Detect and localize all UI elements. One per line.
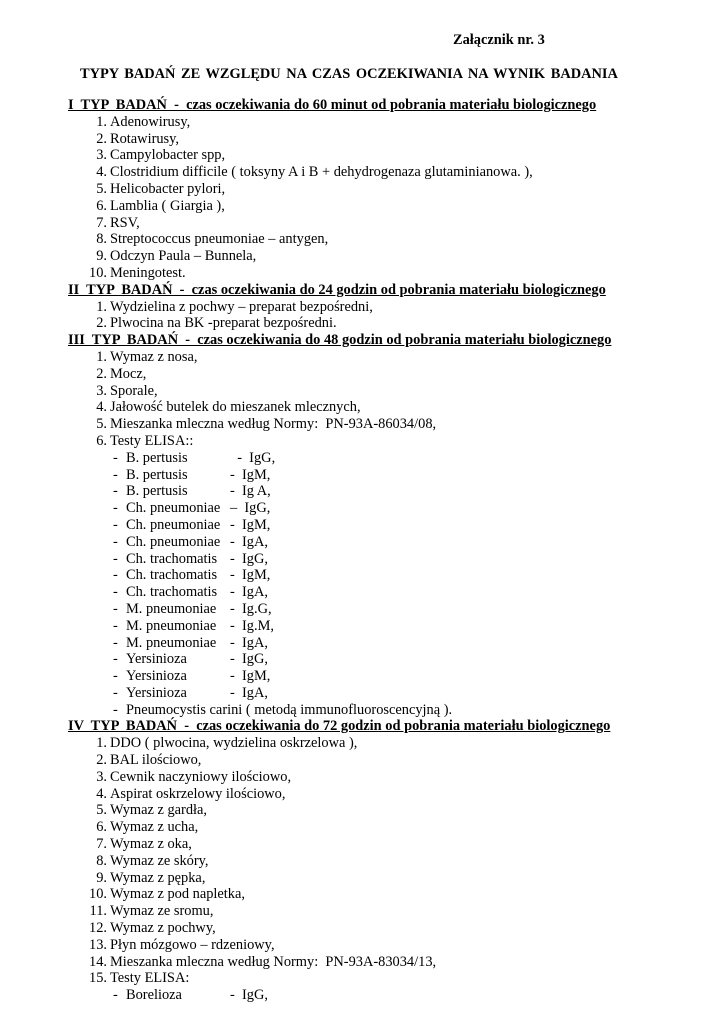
list-item: 3. Cewnik naczyniowy ilościowo, (96, 768, 292, 785)
page-title: TYPY BADAŃ ZE WZGLĘDU NA CZAS OCZEKIWANIA NA WYNIK BADANIA (80, 66, 618, 82)
list-item: 2. BAL ilościowo, (96, 752, 202, 769)
list-item: 14. Mieszanka mleczna według Normy: PN-93A-83034/13, (89, 953, 437, 970)
elisa-test-row: - M. pneumoniae - Ig.M, (113, 617, 274, 634)
elisa-test-row: - Ch. pneumoniae - IgA, (113, 533, 268, 550)
elisa-test-row: - B. pertusis - IgM, (113, 466, 271, 483)
list-item: 11. Wymaz ze sromu, (89, 903, 214, 920)
annex-label: Załącznik nr. 3 (453, 32, 545, 48)
list-item: 3. Campylobacter spp, (96, 147, 226, 164)
list-item: 6. Wymaz z ucha, (96, 819, 199, 836)
list-item: 4. Jałowość butelek do mieszanek mlecznych, (96, 399, 361, 416)
list-item: 7. RSV, (96, 214, 140, 231)
list-item: 9. Odczyn Paula – Bunnela, (96, 248, 257, 265)
list-item: 5. Mieszanka mleczna według Normy: PN-93A-86034/08, (96, 416, 437, 433)
list-item: 1. DDO ( plwocina, wydzielina oskrzelowa ), (96, 735, 358, 752)
list-item: 12. Wymaz z pochwy, (89, 920, 216, 937)
list-item: 4. Clostridium difficile ( toksyny A i B + dehydrogenaza glutaminianowa. ), (96, 164, 533, 181)
elisa-test-row: - Borelioza - IgG, (113, 987, 268, 1004)
list-item: 8. Streptococcus pneumoniae – antygen, (96, 231, 329, 248)
elisa-test-row: - Ch. pneumoniae - IgM, (113, 516, 271, 533)
list-item: 8. Wymaz ze skóry, (96, 852, 209, 869)
list-item: 13. Płyn mózgowo – rdzeniowy, (89, 936, 275, 953)
list-item: 7. Wymaz z oka, (96, 836, 192, 853)
elisa-test-row: - B. pertusis - IgG, (113, 449, 276, 466)
list-item: 1. Wymaz z nosa, (96, 348, 198, 365)
list-item: 2. Rotawirusy, (96, 130, 180, 147)
section-heading: IV TYP BADAŃ - czas oczekiwania do 72 godzin od pobrania materiału biologicznego (68, 718, 611, 735)
elisa-test-row: - Pneumocystis carini ( metodą immunofluoroscencyjną ). (113, 701, 453, 718)
elisa-test-row: - Ch. pneumoniae – IgG, (113, 500, 271, 517)
list-item: 3. Sporale, (96, 382, 158, 399)
list-item: 10. Wymaz z pod napletka, (89, 886, 245, 903)
list-item: 1. Wydzielina z pochwy – preparat bezpośredni, (96, 298, 373, 315)
list-item: 6. Lamblia ( Giargia ), (96, 197, 225, 214)
list-item: 15. Testy ELISA: (89, 970, 190, 987)
list-item: 10. Meningotest. (89, 264, 186, 281)
elisa-test-row: - Yersinioza - IgG, (113, 651, 268, 668)
elisa-test-row: - Ch. trachomatis - IgM, (113, 567, 271, 584)
elisa-test-row: - M. pneumoniae - IgA, (113, 634, 268, 651)
list-item: 5. Helicobacter pylori, (96, 180, 226, 197)
list-item: 1. Adenowirusy, (96, 113, 191, 130)
elisa-test-row: - Ch. trachomatis - IgG, (113, 550, 268, 567)
section-heading: I TYP BADAŃ - czas oczekiwania do 60 minut od pobrania materiału biologicznego (68, 97, 597, 113)
document-body (68, 97, 708, 1004)
list-item: 4. Aspirat oskrzelowy ilościowo, (96, 785, 286, 802)
section-heading: III TYP BADAŃ - czas oczekiwania do 48 godzin od pobrania materiału biologicznego (68, 332, 612, 349)
list-item: 9. Wymaz z pępka, (96, 869, 206, 886)
elisa-test-row: - Yersinioza - IgA, (113, 684, 268, 701)
section-heading: II TYP BADAŃ - czas oczekiwania do 24 godzin od pobrania materiału biologicznego (68, 281, 606, 298)
elisa-test-row: - B. pertusis - Ig A, (113, 483, 271, 500)
elisa-test-row: - Yersinioza - IgM, (113, 668, 271, 685)
elisa-test-row: - Ch. trachomatis - IgA, (113, 584, 268, 601)
list-item: 2. Mocz, (96, 365, 147, 382)
list-item: 5. Wymaz z gardła, (96, 802, 208, 819)
list-item: 6. Testy ELISA:: (96, 432, 194, 449)
list-item: 2. Plwocina na BK -preparat bezpośredni. (96, 315, 337, 332)
elisa-test-row: - M. pneumoniae - Ig.G, (113, 600, 272, 617)
